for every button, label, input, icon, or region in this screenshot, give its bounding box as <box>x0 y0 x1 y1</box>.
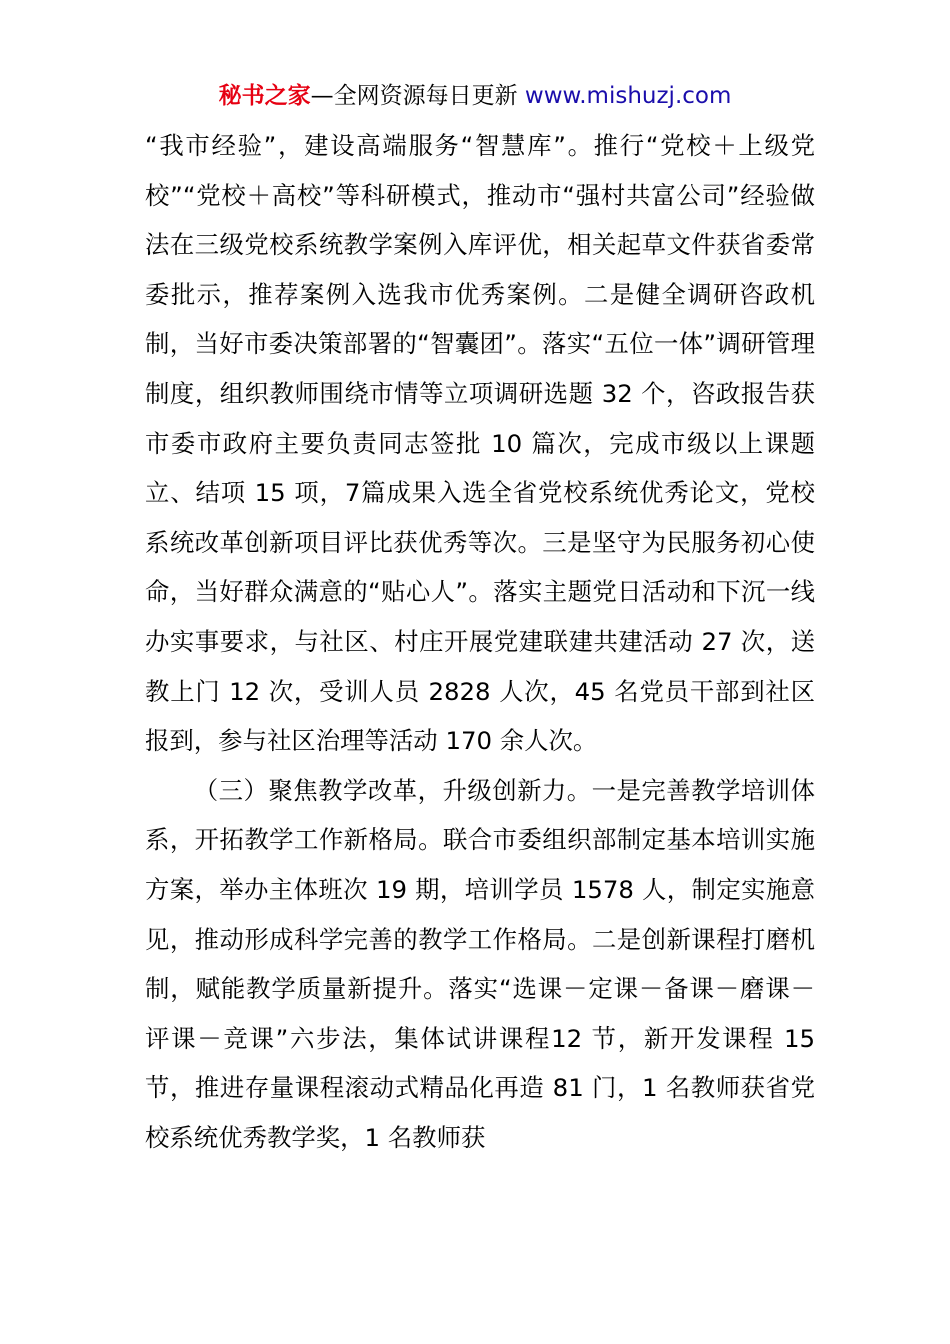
document-body <box>145 121 815 1162</box>
site-header <box>0 80 950 112</box>
site-brand: 秘书之家 <box>218 83 311 109</box>
paragraph-continued: “我市经验”，建设高端服务“智慧库”。推行“党校＋上级党校”“党校＋高校”等科研模式，推动市“强村共富公司”经验做法在三级党校系统教学案例入库评优，相关起草文件获省委常委批示，推荐案例入选我市优秀案例。二是健全调研咨政机制，当好市委决策部署的“智囊团”。落实“五位一体”调研管理制度，组织教师围绕市情等立项调研选题 32 个，咨政报告获市委市政府主要负责同志签批 10 篇次，完成市级以上课题立、结项 15 项，7篇成果入选全省党校系统优秀论文，党校系统改革创新项目评比获优秀等次。三是坚守为民服务初心使命，当好群众满意的“贴心人”。落实主题党日活动和下沉一线办实事要求，与社区、村庄开展党建联建共建活动 27 次，送教上门 12 次，受训人员 2828 人次，45 名党员干部到社区报到，参与社区治理等活动 170 余人次。 <box>145 131 815 756</box>
site-url[interactable]: www.mishuzj.com <box>524 83 732 109</box>
paragraph-section-three: （三）聚焦教学改革，升级创新力。一是完善教学培训体系，开拓教学工作新格局。联合市委组织部制定基本培训实施方案，举办主体班次 19 期，培训学员 1578 人，制定实施意见，推动形成科学完善的教学工作格局。二是创新课程打磨机制，赋能教学质量新提升。落实“选课－定课－备课－磨课－评课－竞课”六步法，集体试讲课程12 节，新开发课程 15 节，推进存量课程滚动式精品化再造 81 门，1 名教师获省党校系统优秀教学奖，1 名教师获 <box>145 775 815 1152</box>
site-tagline: —全网资源每日更新 <box>310 83 525 109</box>
